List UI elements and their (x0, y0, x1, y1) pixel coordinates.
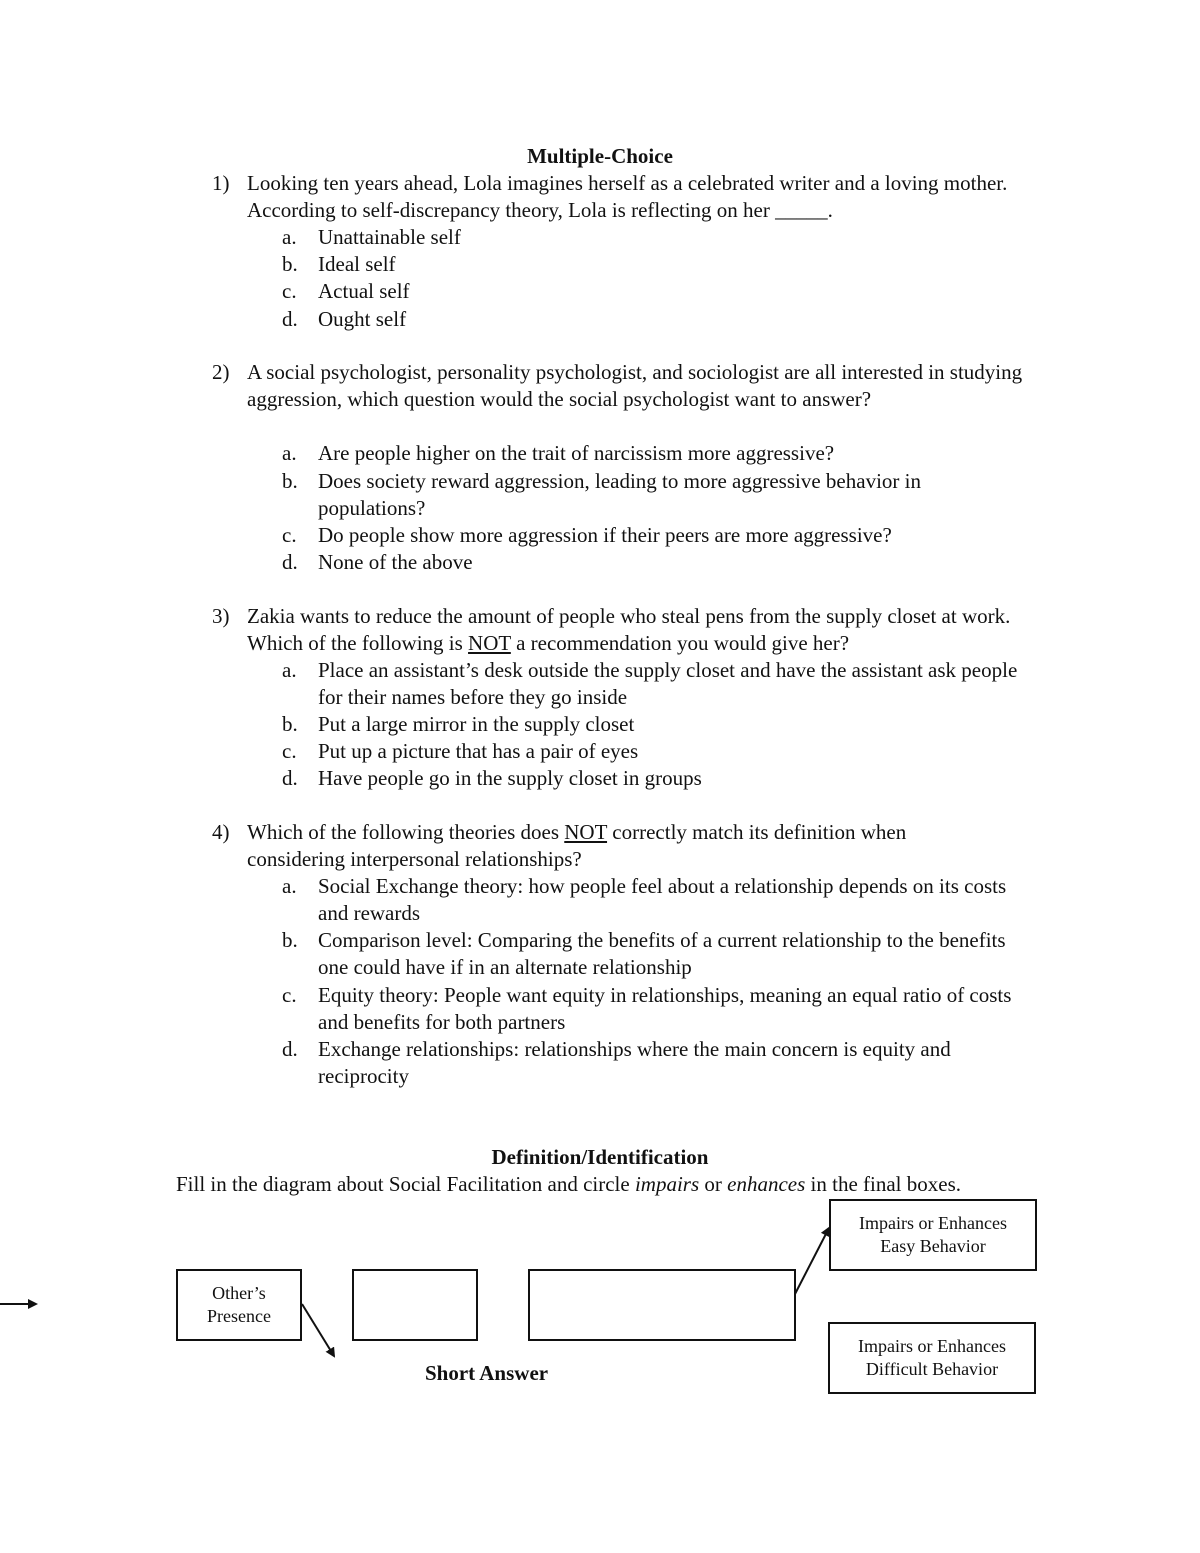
option-letter: d. (282, 307, 298, 331)
diagram-arrows (0, 1180, 1200, 1380)
option-text: Equity theory: People want equity in relationships, meaning an equal ratio of costs and benefits for both partners (318, 983, 1012, 1034)
box-label: Presence (207, 1306, 271, 1326)
option-letter: a. (282, 874, 297, 898)
option-letter: d. (282, 550, 298, 574)
instructions-emphasis: enhances (727, 1172, 806, 1196)
option-text: Place an assistant’s desk outside the supply closet and have the assistant ask people for their names before they go inside (318, 658, 1018, 709)
option-letter: b. (282, 252, 298, 276)
instructions-emphasis: impairs (634, 1172, 700, 1196)
option-letter: c. (282, 983, 297, 1007)
question-text-part: Zakia wants to reduce the amount of people who steal pens from the supply closet at work. Which of the following is (247, 604, 1011, 655)
question-number: 4) (212, 820, 230, 844)
instructions-text: or (699, 1172, 728, 1196)
option-text: None of the above (318, 550, 473, 574)
question-text: Looking ten years ahead, Lola imagines herself as a celebrated writer and a loving mother. According to self-discrepancy theory, Lola is reflecting on her _____. (247, 171, 1008, 222)
question-number: 1) (212, 171, 230, 195)
option-text: Do people show more aggression if their peers are more aggressive? (318, 523, 892, 547)
question-text (247, 603, 1037, 657)
option-text: Put up a picture that has a pair of eyes (318, 739, 639, 763)
option-text: Does society reward aggression, leading to more aggressive behavior in populations? (318, 469, 921, 520)
instructions-text: Fill in the diagram about Social Facilitation and circle (176, 1172, 635, 1196)
option-text: Have people go in the supply closet in groups (318, 766, 702, 790)
box-label: Impairs or Enhances (858, 1336, 1006, 1356)
box-label: Difficult Behavior (865, 1359, 999, 1379)
box-label: Other’s (212, 1283, 266, 1303)
option-letter: c. (282, 279, 297, 303)
arrow-to-easy-box (795, 1228, 829, 1294)
multiple-choice-heading: Multiple-Choice (527, 144, 673, 168)
option-text: Exchange relationships: relationships where the main concern is equity and reciprocity (318, 1037, 951, 1088)
option-letter: a. (282, 658, 297, 682)
emphasis-not: NOT (468, 631, 511, 655)
option-letter: b. (282, 928, 298, 952)
option-letter: b. (282, 712, 298, 736)
box-label: Easy Behavior (880, 1236, 986, 1256)
option-text: Ideal self (318, 252, 396, 276)
option-text: Are people higher on the trait of narcissism more aggressive? (318, 441, 835, 465)
question-text-part: a recommendation you would give her? (510, 631, 850, 655)
option-text: Social Exchange theory: how people feel about a relationship depends on its costs and rewards (318, 874, 1007, 925)
box-label: Impairs or Enhances (859, 1213, 1007, 1233)
definition-identification-heading: Definition/Identification (491, 1145, 709, 1169)
option-letter: c. (282, 739, 297, 763)
question-number: 3) (212, 604, 230, 628)
option-letter: a. (282, 441, 297, 465)
option-text: Unattainable self (318, 225, 461, 249)
option-letter: c. (282, 523, 297, 547)
question-text-part: Which of the following theories does (247, 820, 565, 844)
option-text: Ought self (318, 307, 407, 331)
question-text: A social psychologist, personality psychologist, and sociologist are all interested in studying aggression, which question would the social psychologist want to answer? (247, 360, 1023, 411)
option-letter: a. (282, 225, 297, 249)
short-answer-heading: Short Answer (425, 1361, 549, 1385)
option-text: Actual self (318, 279, 410, 303)
option-letter: d. (282, 1037, 298, 1061)
option-letter: b. (282, 469, 298, 493)
instructions-text: in the final boxes. (805, 1172, 962, 1196)
arrow-to-box-2 (302, 1304, 334, 1356)
option-letter: d. (282, 766, 298, 790)
question-text-part: correctly match its definition when considering interpersonal relationships? (247, 820, 907, 871)
emphasis-not: NOT (564, 820, 608, 844)
option-text: Comparison level: Comparing the benefits of a current relationship to the benefits one could have if in an alternate relationship (318, 928, 1006, 979)
question-number: 2) (212, 360, 230, 384)
question-text (247, 819, 1007, 873)
option-text: Put a large mirror in the supply closet (318, 712, 635, 736)
